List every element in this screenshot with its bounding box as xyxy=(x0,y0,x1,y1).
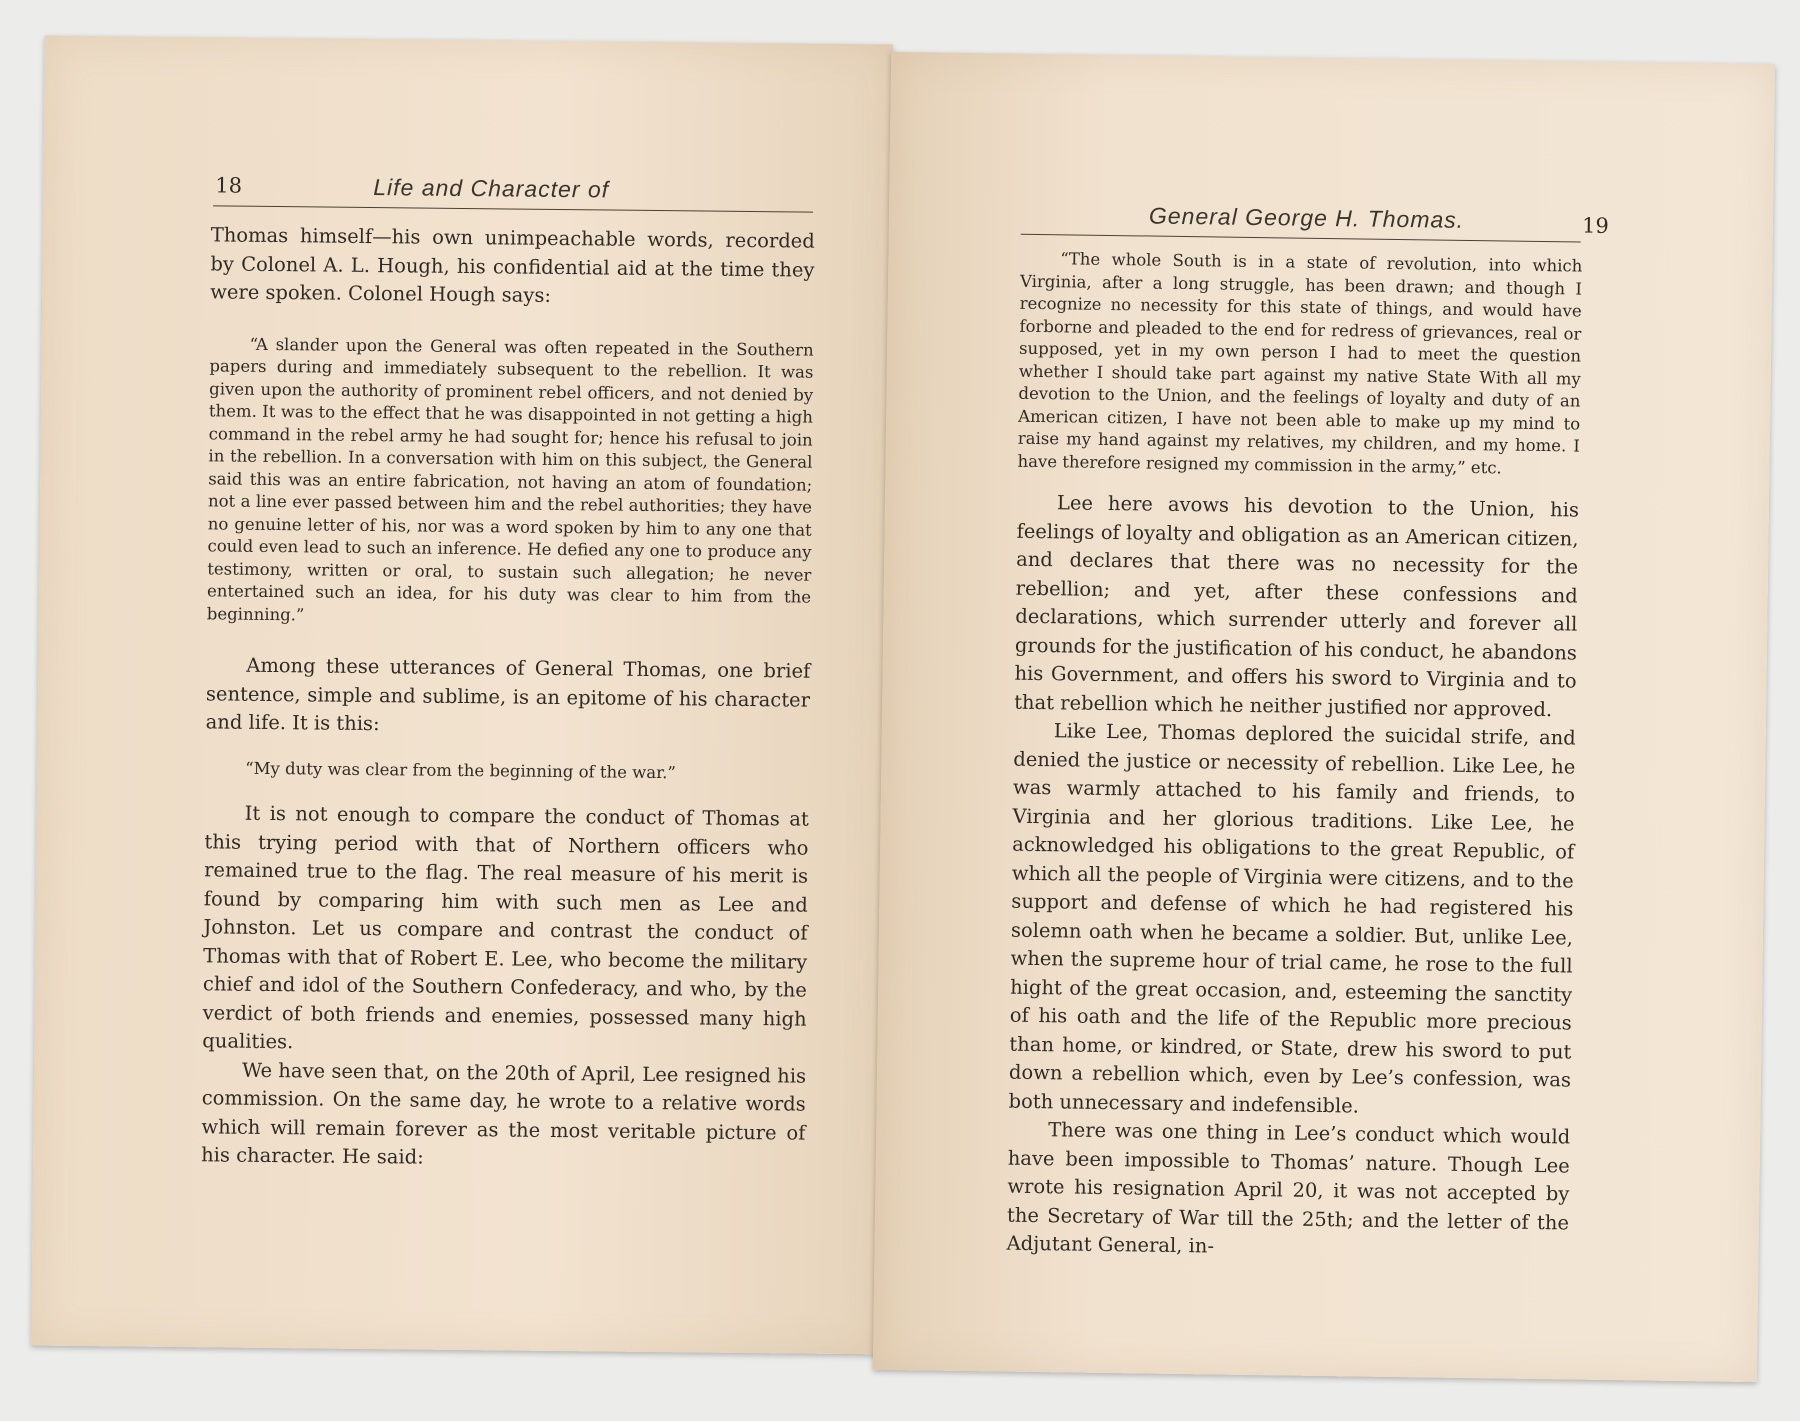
left-paragraph-1: Thomas himself—his own unimpeachable words, recorded by Colonel A. L. Hough, his confidential aid at the time they were spoken. Colonel Hough says: xyxy=(210,223,815,307)
right-page xyxy=(873,52,1775,1382)
left-page xyxy=(31,36,893,1355)
right-page-header xyxy=(1021,194,1610,243)
left-paragraph-2: Among these utterances of General Thomas, one brief sentence, simple and sublime, is an epitome of his character and life. It is this: xyxy=(205,653,811,736)
left-quote-duty: “My duty was clear from the beginning of the war.” xyxy=(245,758,677,782)
right-paragraph-1: Lee here avows his devotion to the Union, his feelings of loyalty and obligation as an American citizen, and declares that there was no necessity for the rebellion; and yet, after these confessions and declarations, which surrender utterly and forever all grounds for the justification of his conduct, he abandons his Government, and offers his sword to Virginia and to that rebellion which he neither justified nor approved. xyxy=(1014,491,1580,721)
right-running-title: General George H. Thomas. xyxy=(1148,202,1465,233)
left-page-header xyxy=(213,165,813,212)
right-paragraph-3: There was one thing in Lee’s conduct which would have been impossible to Thomas’ nature. Though Lee wrote his resignation April 20, it was not accepted by the Secretary of War till the 25th; and the letter of the Adjutant General, in- xyxy=(1006,1118,1571,1258)
left-paragraph-4: We have seen that, on the 20th of April, Lee resigned his commission. On the same day, he wrote to a relative words which will remain forever as the most veritable picture of his character. He said: xyxy=(201,1058,807,1169)
left-page-body xyxy=(201,221,815,1176)
right-page-body xyxy=(1006,248,1582,1266)
left-running-title: Life and Character of xyxy=(373,174,610,203)
right-quote-lee-letter: “The whole South is in a state of revolution, into which Virginia, after a long struggle, has been drawn; and though I recognize no necessity for this state of things, and would have forborne and pleaded to the end for redress of grievances, real or supposed, yet in my own person I had to meet the question whether I should take part against my native State With all my devotion to the Union, and the feelings of loyalty and duty of an American citizen, I have not been able to make up my mind to raise my hand against my relatives, my children, and my home. I have therefore resigned my commission in the army,” etc. xyxy=(1017,249,1583,477)
right-page-number: 19 xyxy=(1581,213,1610,238)
left-quote-hough: “A slander upon the General was often repeated in the Southern papers during and immediately subsequent to the rebellion. It was given upon the authority of prominent rebel officers, and not denied by them. It was to the effect that he was disappointed in not getting a high command in the rebel army he had sought for; hence his refusal to join in the rebellion. In a conversation with him on this subject, the General said this was an entire fabrication, not having an atom of foundation; not a line ever passed between him and the rebel authorities; they have no genuine letter of his, nor was a word spoken by him to any one that could even lead to such an inference. He defied any one to produce any testimony, written or oral, to sustain such allegation; he never entertained such an idea, for his duty was clear to him from the beginning.” xyxy=(206,334,814,624)
left-paragraph-3: It is not enough to compare the conduct of Thomas at this trying period with that of Northern officers who remained true to the flag. The real measure of his merit is found by comparing him with such men as Lee and Johnston. Let us compare and contrast the conduct of Thomas with that of Robert E. Lee, who become the military chief and idol of the Southern Confederacy, and who, by the verdict of both friends and enemies, possessed many high qualities. xyxy=(202,801,809,1054)
right-paragraph-2: Like Lee, Thomas deplored the suicidal strife, and denied the justice or necessity of rebellion. Like Lee, he was warmly attached to his family and friends, to Virginia and her glorious traditions. Like Lee, he acknowledged his obligations to the great Republic, of which all the people of Virginia were citizens, and to the support and defense of which he had registered his solemn oath when he became a soldier. But, unlike Lee, when the supreme hour of trial came, he rose to the full hight of the great occasion, and, esteeming the sanctity of his oath and the life of the Republic more precious than home, or kindred, or State, drew his sword to put down a rebellion which, even by Lee’s confession, was both unnecessary and indefensible. xyxy=(1008,719,1576,1118)
left-page-number: 18 xyxy=(215,173,243,198)
